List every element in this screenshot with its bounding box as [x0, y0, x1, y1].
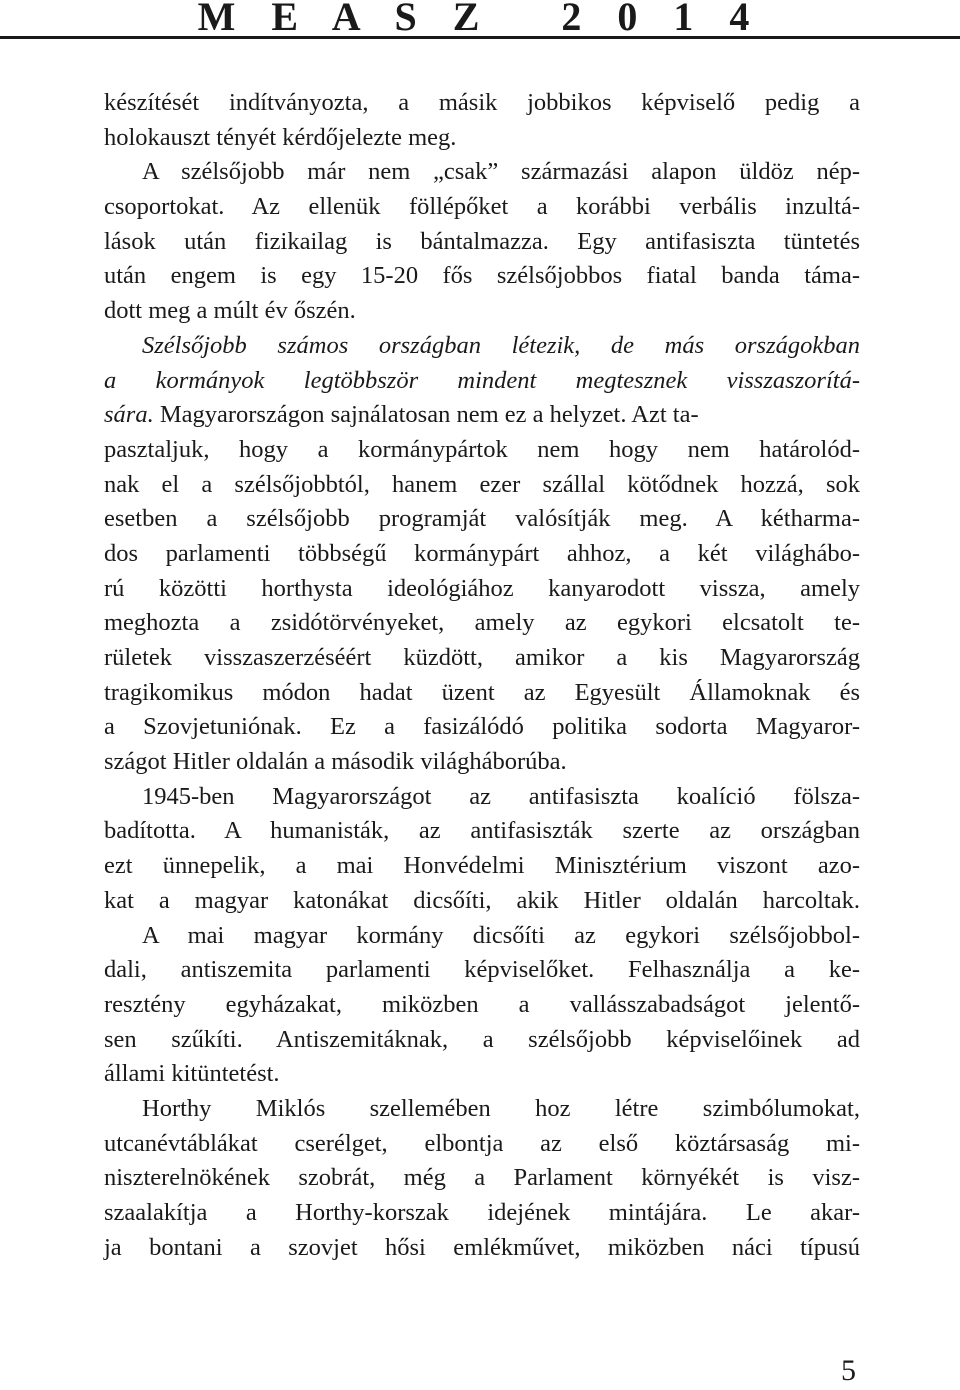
text-line: esetben a szélsőjobb programját valósítják meg. A kétharma-	[104, 505, 860, 533]
text-line: utcanévtáblákat cserélget, elbontja az első köztársaság mi-	[104, 1129, 860, 1157]
text-line: meghozta a zsidótörvényeket, amely az egykori elcsatolt te-	[104, 609, 860, 637]
text-line: csoportokat. Az ellenük föllépőket a korábbi verbális inzultá-	[104, 193, 860, 221]
header-rule	[0, 36, 960, 39]
page-header	[0, 0, 960, 40]
text-line: után engem is egy 15-20 fős szélsőjobbos fiatal banda táma-	[104, 262, 860, 290]
text-line: A mai magyar kormány dicsőíti az egykori szélsőjobbol-	[142, 921, 860, 949]
text-line: holokauszt tényét kérdőjelezte meg.	[104, 123, 457, 151]
text-line: 1945-ben Magyarországot az antifasiszta koalíció fölsza-	[142, 782, 860, 810]
text-line: a kormányok legtöbbször mindent megtesznek visszaszorítá-	[104, 366, 860, 394]
text-line: készítését indítványozta, a másik jobbikos képviselő pedig a	[104, 89, 860, 116]
text-fragment: sára.	[104, 401, 154, 429]
text-line: niszterelnökének szobrát, még a Parlament környékét is visz-	[104, 1164, 860, 1192]
text-line: resztény egyházakat, miközben a vallásszabadságot jelentő-	[104, 990, 860, 1018]
text-line: dali, antiszemita parlamenti képviselőket. Felhasználja a ke-	[104, 956, 860, 984]
text-line: rületek visszaszerzéséért küzdött, amikor a kis Magyarország	[104, 644, 860, 671]
text-line: szágot Hitler oldalán a második világháborúba.	[104, 748, 567, 776]
body-text	[104, 86, 860, 1265]
page-number: 5	[841, 1354, 856, 1387]
text-line: pasztaljuk, hogy a kormánypártok nem hogy nem határolód-	[104, 435, 860, 463]
text-line: nak el a szélsőjobbtól, hanem ezer szállal kötődnek hozzá, sok	[104, 470, 860, 498]
text-line: dott meg a múlt év őszén.	[104, 297, 356, 325]
header-title: M E A S Z 2 0 1 4	[197, 0, 763, 39]
text-line: ja bontani a szovjet hősi emlékművet, miközben náci típusú	[104, 1233, 860, 1261]
text-line: ezt ünnepelik, a mai Honvédelmi Minisztérium viszont azo-	[104, 852, 860, 880]
text-line: kat a magyar katonákat dicsőíti, akik Hitler oldalán harcoltak.	[104, 886, 860, 914]
text-line: sen szűkíti. Antiszemitáknak, a szélsőjobb képviselőinek ad	[104, 1025, 860, 1053]
text-line: badította. A humanisták, az antifasiszták szerte az országban	[104, 817, 860, 845]
text-line: Szélsőjobb számos országban létezik, de más országokban	[142, 331, 860, 359]
text-line: szaalakítja a Horthy-korszak idejének mintájára. Le akar-	[104, 1199, 860, 1226]
text-line: tragikomikus módon hadat üzent az Egyesült Államoknak és	[104, 678, 860, 706]
text-line: dos parlamenti többségű kormánypárt ahhoz, a két világhábo-	[104, 539, 860, 567]
text-line: állami kitüntetést.	[104, 1060, 280, 1088]
text-line-mixed	[104, 398, 860, 433]
text-line: a Szovjetuniónak. Ez a fasizálódó politika sodorta Magyaror-	[104, 713, 860, 741]
text-line: Horthy Miklós szellemében hoz létre szimbólumokat,	[142, 1094, 860, 1122]
text-fragment: Magyarországon sajnálatosan nem ez a helyzet. Azt ta-	[153, 401, 699, 429]
text-line: A szélsőjobb már nem „csak” származási alapon üldöz nép-	[142, 158, 860, 186]
text-line: lások után fizikailag is bántalmazza. Egy antifasiszta tüntetés	[104, 227, 860, 255]
text-line: rú közötti horthysta ideológiához kanyarodott vissza, amely	[104, 574, 860, 602]
